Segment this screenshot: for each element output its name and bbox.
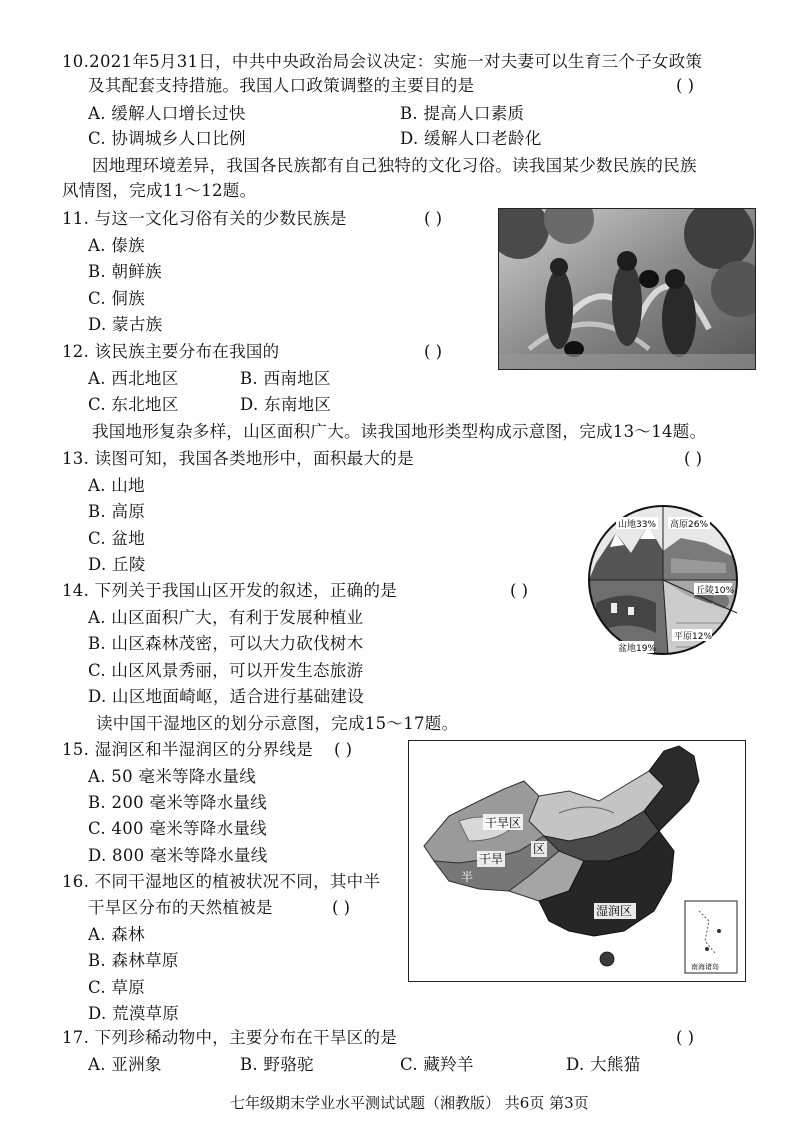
- q16-option-d: D. 荒漠草原: [88, 1004, 180, 1023]
- q11-option-b: B. 朝鲜族: [88, 262, 162, 281]
- q17-option-d: D. 大熊猫: [566, 1055, 641, 1074]
- map-label-semi: 半: [461, 870, 474, 884]
- q14-stem: 14. 下列关于我国山区开发的叙述，正确的是: [62, 581, 398, 600]
- pie-label-basin: 盆地19%: [618, 644, 657, 654]
- q15-option-d: D. 800 毫米等降水量线: [88, 846, 268, 865]
- q16-option-a: A. 森林: [88, 925, 145, 944]
- q10-stem-line2: 及其配套支持措施。我国人口政策调整的主要目的是: [88, 76, 475, 95]
- map-inset-label: 南海诸岛: [691, 963, 719, 971]
- q16-stem-line2: 干旱区分布的天然植被是: [88, 898, 273, 917]
- q13-option-c: C. 盆地: [88, 529, 146, 548]
- q15-option-b: B. 200 毫米等降水量线: [88, 793, 268, 812]
- q12-stem: 12. 该民族主要分布在我国的: [62, 342, 280, 361]
- q16-option-b: B. 森林草原: [88, 951, 179, 970]
- q10-option-b: B. 提高人口素质: [400, 104, 525, 123]
- map-label-district: 区: [533, 842, 546, 856]
- q14-option-b: B. 山区森林茂密，可以大力砍伐树木: [88, 634, 364, 653]
- pie-label-hill: 丘陵10%: [696, 586, 735, 596]
- ethnic-custom-photo: [498, 208, 756, 370]
- q16-stem-line1: 16. 不同干湿地区的植被状况不同，其中半: [62, 872, 381, 891]
- q12-option-d: D. 东南地区: [240, 395, 332, 414]
- q17-stem: 17. 下列珍稀动物中，主要分布在干旱区的是: [62, 1028, 398, 1047]
- q17-option-b: B. 野骆驼: [240, 1055, 314, 1074]
- q12-option-a: A. 西北地区: [88, 369, 179, 388]
- q17-option-a: A. 亚洲象: [88, 1055, 162, 1074]
- q17-option-c: C. 藏羚羊: [400, 1055, 474, 1074]
- q16-answer-paren: ( ): [332, 898, 351, 917]
- q13-option-a: A. 山地: [88, 476, 145, 495]
- q10-option-a: A. 缓解人口增长过快: [88, 104, 246, 123]
- q15-answer-paren: ( ): [334, 740, 353, 759]
- q12-option-b: B. 西南地区: [240, 369, 331, 388]
- map-label-semi-arid: 干旱: [479, 852, 504, 866]
- q10-answer-paren: ( ): [676, 76, 695, 95]
- q11-option-c: C. 侗族: [88, 289, 146, 308]
- intro-13-14: 我国地形复杂多样，山区面积广大。读我国地形类型构成示意图，完成13～14题。: [92, 422, 707, 441]
- map-label-arid: 干旱区: [485, 816, 522, 830]
- q12-option-c: C. 东北地区: [88, 395, 179, 414]
- q11-option-d: D. 蒙古族: [88, 315, 163, 334]
- intro-11-12-line1: 因地理环境差异，我国各民族都有自己独特的文化习俗。读我国某少数民族的民族: [92, 156, 697, 175]
- q15-option-c: C. 400 毫米等降水量线: [88, 819, 267, 838]
- q13-answer-paren: ( ): [684, 449, 703, 468]
- q10-option-d: D. 缓解人口老龄化: [400, 129, 542, 148]
- intro-15-17: 读中国干湿地区的划分示意图，完成15～17题。: [96, 714, 459, 733]
- q16-option-c: C. 草原: [88, 978, 146, 997]
- q13-stem: 13. 读图可知，我国各类地形中，面积最大的是: [62, 449, 414, 468]
- pie-label-mountain: 山地33%: [618, 520, 657, 530]
- q11-answer-paren: ( ): [424, 209, 443, 228]
- terrain-pie-chart: [586, 503, 740, 657]
- page-footer: 七年级期末学业水平测试试题（湘教版） 共6页 第3页: [230, 1094, 589, 1112]
- q14-option-a: A. 山区面积广大，有利于发展种植业: [88, 608, 364, 627]
- china-dry-wet-map: [408, 740, 746, 982]
- map-label-humid: 湿润区: [596, 904, 633, 918]
- q14-option-d: D. 山区地面崎岖，适合进行基础建设: [88, 687, 365, 706]
- q14-answer-paren: ( ): [510, 581, 529, 600]
- q13-option-b: B. 高原: [88, 502, 146, 521]
- q12-answer-paren: ( ): [424, 342, 443, 361]
- q14-option-c: C. 山区风景秀丽，可以开发生态旅游: [88, 661, 364, 680]
- q11-option-a: A. 傣族: [88, 236, 145, 255]
- pie-label-plain: 平原12%: [674, 632, 713, 642]
- q10-stem-line1: 10.2021年5月31日，中共中央政治局会议决定：实施一对夫妻可以生育三个子女政策: [62, 52, 703, 71]
- q17-answer-paren: ( ): [676, 1028, 695, 1047]
- q11-stem: 11. 与这一文化习俗有关的少数民族是: [62, 209, 347, 228]
- intro-11-12-line2: 风情图，完成11～12题。: [62, 181, 257, 200]
- q13-option-d: D. 丘陵: [88, 555, 146, 574]
- pie-label-plateau: 高原26%: [670, 520, 709, 530]
- q15-stem: 15. 湿润区和半湿润区的分界线是: [62, 740, 314, 759]
- q15-option-a: A. 50 毫米等降水量线: [88, 767, 257, 786]
- q10-option-c: C. 协调城乡人口比例: [88, 129, 246, 148]
